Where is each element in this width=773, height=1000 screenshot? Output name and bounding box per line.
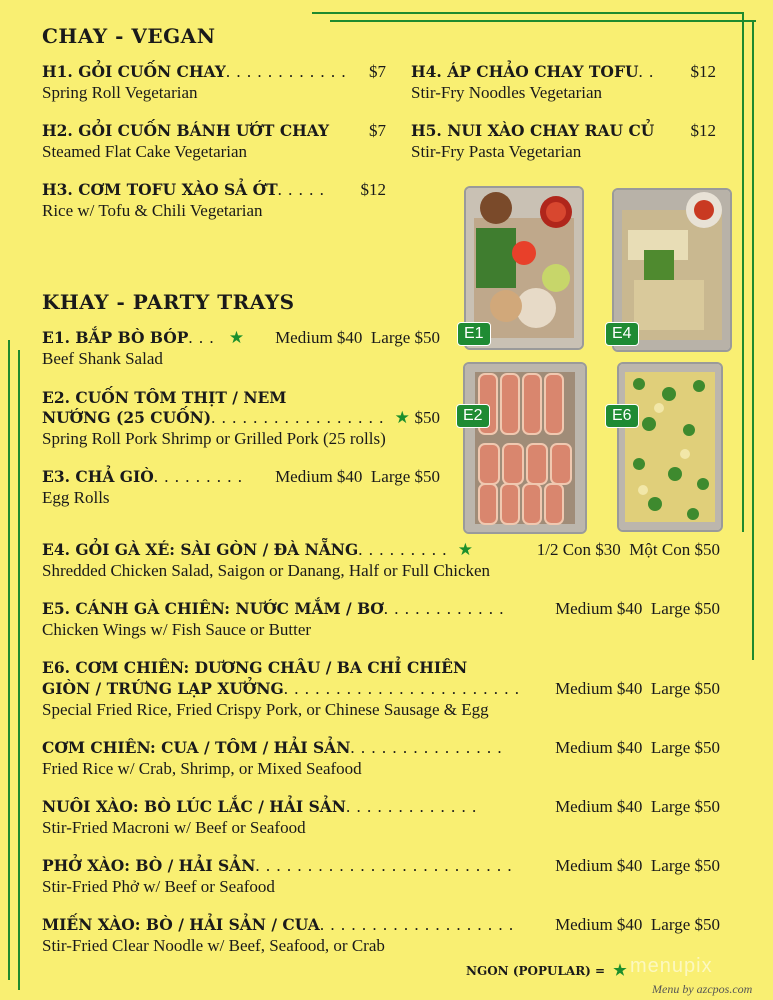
item-name-cont: GIÒN / TRỨNG LẠP XƯỞNG — [42, 679, 284, 698]
trays-section-title: KHAY - PARTY TRAYS — [42, 290, 295, 314]
leader-dots: . . . . . . . . . — [153, 467, 244, 486]
item-name: E2. CUỐN TÔM THỊT / NEM — [42, 388, 287, 407]
price-fried-rice-seafood: Medium $40 Large $50 — [555, 738, 720, 757]
photo-label-e6: E6 — [605, 404, 639, 428]
desc-stir-fried-clear-noodle: Stir-Fried Clear Noodle w/ Beef, Seafood, or Crab — [42, 936, 385, 955]
menu-item-h1 — [42, 62, 347, 82]
leader-dots: . . . . . . . . . . . . . — [345, 797, 478, 816]
menu-item-e6-line1 — [42, 658, 467, 678]
price-e3: Medium $40 Large $50 — [275, 467, 440, 486]
popular-star-icon: ★ — [228, 328, 245, 347]
menu-item-h4 — [411, 62, 654, 82]
desc-stir-fried-pho: Stir-Fried Phở w/ Beef or Seafood — [42, 877, 275, 896]
desc-h4: Stir-Fry Noodles Vegetarian — [411, 83, 603, 102]
frame-line-right-inner — [752, 20, 754, 660]
menu-item-e5 — [42, 599, 504, 619]
popular-star-icon: ★ — [613, 961, 627, 979]
menu-item-e3 — [42, 467, 243, 487]
item-name: H5. NUI XÀO CHAY RAU CỦ — [411, 121, 655, 140]
menu-item-e4 — [42, 540, 473, 560]
leader-dots: . . . . . — [277, 180, 325, 199]
legend-text: NGON (POPULAR) = — [466, 964, 606, 978]
desc-h5: Stir-Fry Pasta Vegetarian — [411, 142, 582, 161]
frame-line-top-inner — [330, 20, 756, 22]
frame-line-left — [8, 340, 10, 980]
e6-food-illustration — [619, 364, 721, 530]
frame-line-top — [312, 12, 744, 14]
vegan-section-title: CHAY - VEGAN — [42, 24, 216, 48]
popular-star-icon: ★ — [394, 408, 410, 427]
menu-item-fried-rice-seafood — [42, 738, 503, 758]
item-name: PHỞ XÀO: BÒ / HẢI SẢN — [42, 856, 256, 875]
item-name: E1. BẮP BÒ BÓP — [42, 328, 189, 347]
tray-photo-e2 — [463, 362, 587, 534]
popular-legend — [466, 961, 627, 979]
price-h3: $12 — [360, 180, 386, 199]
frame-line-right — [742, 12, 744, 532]
desc-e1: Beef Shank Salad — [42, 349, 163, 368]
price-e6: Medium $40 Large $50 — [555, 679, 720, 698]
credit-text: Menu by azcpos.com — [652, 982, 753, 996]
price-h1: $7 — [369, 62, 386, 81]
desc-stir-fried-macaroni: Stir-Fried Macroni w/ Beef or Seafood — [42, 818, 306, 837]
desc-h1: Spring Roll Vegetarian — [42, 83, 198, 102]
photo-label-e1: E1 — [457, 322, 491, 346]
price-stir-fried-macaroni: Medium $40 Large $50 — [555, 797, 720, 816]
desc-h2: Steamed Flat Cake Vegetarian — [42, 142, 248, 161]
desc-e2: Spring Roll Pork Shrimp or Grilled Pork (25 rolls) — [42, 429, 386, 448]
leader-dots: . . . — [188, 328, 215, 347]
price-e1: Medium $40 Large $50 — [275, 328, 440, 347]
price-e5: Medium $40 Large $50 — [555, 599, 720, 618]
item-name: H1. GỎI CUỐN CHAY — [42, 62, 226, 81]
leader-dots: . . . . . . . . . . . . — [383, 599, 505, 618]
price-h5: $12 — [690, 121, 716, 140]
item-name: H3. CƠM TOFU XÀO SẢ ỚT — [42, 180, 278, 199]
price-h2: $7 — [369, 121, 386, 140]
item-name-cont: NƯỚNG (25 CUỐN) — [42, 408, 212, 427]
leader-dots: . . . . . . . . . . . . . . . . . . . . . . . . . — [255, 856, 513, 875]
price-e2: $50 — [414, 408, 440, 427]
menu-item-h2 — [42, 121, 329, 141]
desc-fried-rice-seafood: Fried Rice w/ Crab, Shrimp, or Mixed Seafood — [42, 759, 362, 778]
leader-dots: . . . . . . . . . . . . . . . . . . . . . . . — [283, 679, 521, 698]
leader-dots: . . . . . . . . . . . . . . . . . . . — [319, 915, 515, 934]
menu-item-stir-fried-pho — [42, 856, 513, 876]
leader-dots: . . . . . . . . . . . . . . . . . — [211, 408, 385, 427]
menu-item-e2-line1 — [42, 388, 286, 408]
frame-line-left-inner — [18, 350, 20, 990]
item-name: H2. GỎI CUỐN BÁNH ƯỚT CHAY — [42, 121, 330, 140]
price-stir-fried-pho: Medium $40 Large $50 — [555, 856, 720, 875]
price-stir-fried-clear-noodle: Medium $40 Large $50 — [555, 915, 720, 934]
item-name: E5. CÁNH GÀ CHIÊN: NƯỚC MẮM / BƠ — [42, 599, 384, 618]
item-name: E4. GỎI GÀ XÉ: SÀI GÒN / ĐÀ NẴNG — [42, 540, 359, 559]
leader-dots: . . . . . . . . . . . . — [225, 62, 347, 81]
item-name: NUÔI XÀO: BÒ LÚC LẮC / HẢI SẢN — [42, 797, 346, 816]
price-h4: $12 — [690, 62, 716, 81]
menu-item-stir-fried-macaroni — [42, 797, 477, 817]
menu-item-e6-line2 — [42, 679, 520, 699]
popular-star-icon: ★ — [457, 540, 473, 559]
desc-e6: Special Fried Rice, Fried Crispy Pork, or Chinese Sausage & Egg — [42, 700, 489, 719]
menu-item-stir-fried-clear-noodle — [42, 915, 514, 935]
tray-photo-e6 — [617, 362, 723, 532]
menu-item-e2-line2 — [42, 408, 410, 428]
desc-e4: Shredded Chicken Salad, Saigon or Danang, Half or Full Chicken — [42, 561, 491, 580]
leader-dots: . . . . . . . . . . . . . . . — [350, 738, 503, 757]
price-e4: 1/2 Con $30 Một Con $50 — [536, 540, 720, 559]
photo-label-e4: E4 — [605, 322, 639, 346]
watermark: menupix — [630, 955, 713, 977]
menu-item-h3 — [42, 180, 325, 200]
desc-e5: Chicken Wings w/ Fish Sauce or Butter — [42, 620, 312, 639]
item-name: E3. CHẢ GIÒ — [42, 467, 154, 486]
item-name: CƠM CHIÊN: CUA / TÔM / HẢI SẢN — [42, 738, 351, 757]
desc-e3: Egg Rolls — [42, 488, 110, 507]
item-name: E6. CƠM CHIÊN: DƯƠNG CHÂU / BA CHỈ CHIÊN — [42, 658, 468, 677]
leader-dots: . . . . . . . . . — [358, 540, 448, 559]
e2-food-illustration — [465, 364, 585, 532]
menu-item-h5 — [411, 121, 654, 141]
item-name: MIẾN XÀO: BÒ / HẢI SẢN / CUA — [42, 915, 320, 934]
desc-h3: Rice w/ Tofu & Chili Vegetarian — [42, 201, 263, 220]
menu-item-e1 — [42, 328, 244, 348]
item-name: H4. ÁP CHẢO CHAY TOFU — [411, 62, 639, 81]
photo-label-e2: E2 — [456, 404, 490, 428]
leader-dots: . . — [638, 62, 655, 81]
